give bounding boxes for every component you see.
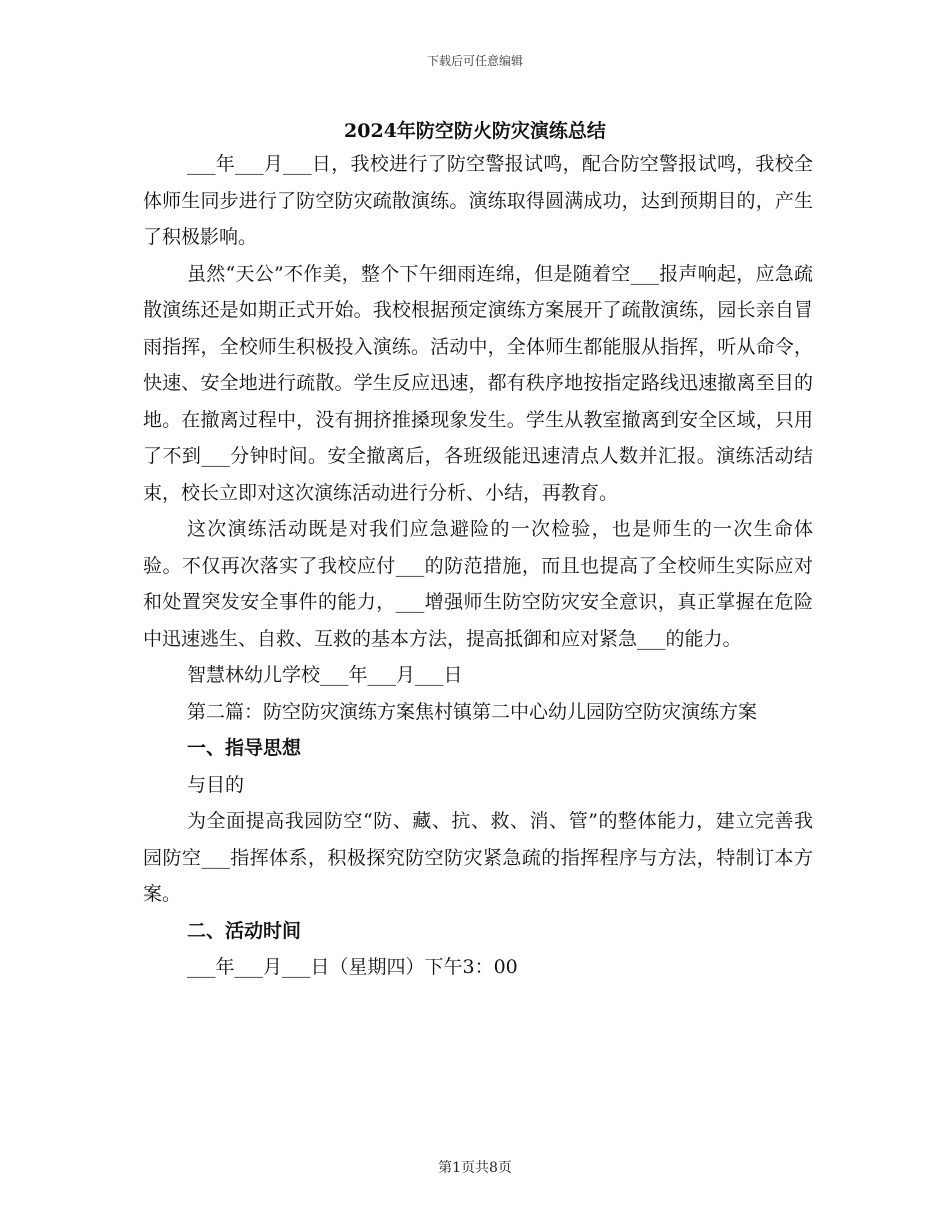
part-two-title: 第二篇：防空防灾演练方案焦村镇第二中心幼儿园防空防灾演练方案 [187, 700, 758, 723]
paragraph-drill-process: 虽然“天公”不作美，整个下午细雨连绵，但是随着空___报声响起，应急疏散演练还是如期正式开始。我校根据预定演练方案展开了疏散演练，园长亲自冒雨指挥，全校师生积极投入演练。活动中，全体师生都能服从指挥，听从命令，快速、安全地进行疏散。学生反应迅速，都有秩序地按指定路线迅速撤离至目的地。在撤离过程中，没有拥挤推搡现象发生。学生从教室撤离到安全区域，只用了不到___分钟时间。安全撤离后，各班级能迅速清点人数并汇报。演练活动结束，校长立即对这次演练活动进行分析、小结，再教育。 [143, 262, 813, 504]
paragraph-activity-time: ___年___月___日（星期四）下午3：00 [187, 956, 518, 978]
section-heading-activity-time: 二、活动时间 [187, 919, 302, 942]
document-body [143, 146, 813, 986]
signature-line: 智慧林幼儿学校___年___月___日 [187, 664, 463, 686]
paragraph-drill-significance: 这次演练活动既是对我们应急避险的一次检验，也是师生的一次生命体验。不仅再次落实了我校应付___的防范措施，而且也提高了全校师生实际应对和处置突发安全事件的能力，___增强师生防空防灾安全意识，真正掌握在危险中迅速逃生、自救、互救的基本方法，提高抵御和应对紧急___的能力。 [143, 518, 813, 650]
page-number: 第1页共8页 [438, 1160, 512, 1176]
section-heading-guiding-ideology: 一、指导思想 [187, 737, 302, 759]
paragraph-intro: ___年___月___日，我校进行了防空警报试鸣，配合防空警报试鸣，我校全体师生同步进行了防空防灾疏散演练。演练取得圆满成功，达到预期目的，产生了积极影响。 [143, 153, 813, 248]
paragraph-purpose: 为全面提高我园防空“防、藏、抗、救、消、管”的整体能力，建立完善我园防空___指挥体系，积极探究防空防灾紧急疏的指挥程序与方法，特制订本方案。 [143, 810, 813, 905]
section-subheading-purpose: 与目的 [187, 773, 245, 796]
document-title: 2024年防空防火防灾演练总结 [344, 120, 606, 142]
page-header-note: 下载后可任意编辑 [426, 54, 523, 68]
